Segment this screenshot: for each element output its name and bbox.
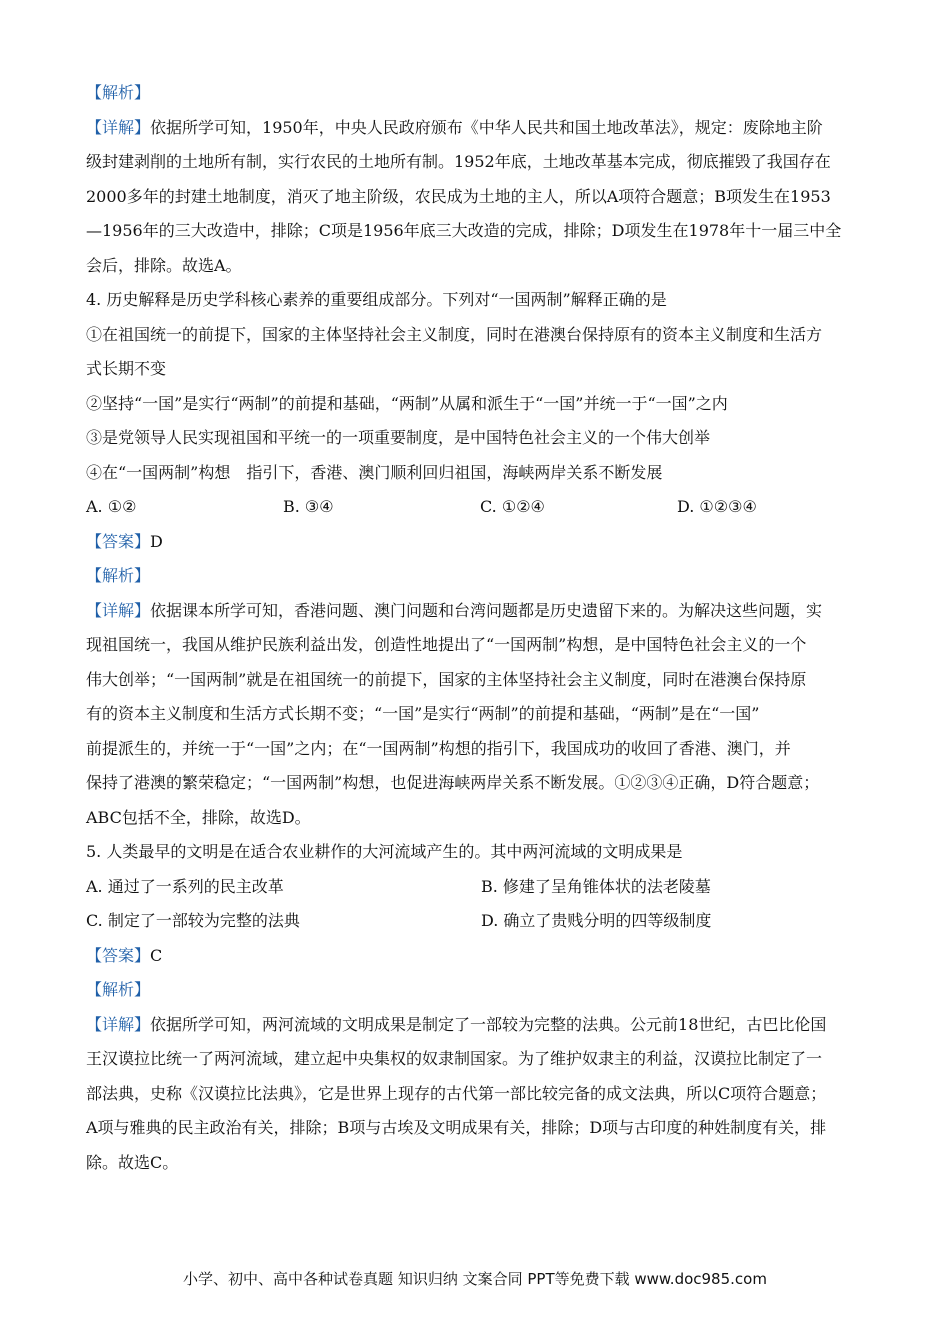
detail-paragraph-line: 伟大创举；“一国两制”就是在祖国统一的前提下，国家的主体坚持社会主义制度，同时在港澳台保持原 <box>86 669 807 689</box>
detail-paragraph-line: 会后，排除。故选A。 <box>86 255 242 275</box>
option-d: D. 确立了贵贱分明的四等级制度 <box>481 911 712 930</box>
detail-paragraph-line: 【详解】依据课本所学可知，香港问题、澳门问题和台湾问题都是历史遗留下来的。为解决这些问题，实 <box>86 600 823 620</box>
question-4-options <box>86 490 876 525</box>
answer-label: 【答案】 <box>86 945 151 965</box>
question-5-options-row-2 <box>86 904 876 939</box>
detail-paragraph-line: 【详解】依据所学可知，1950年，中央人民政府颁布《中华人民共和国土地改革法》，规定：废除地主阶 <box>86 117 823 137</box>
statement-line: 式长期不变 <box>86 359 167 378</box>
detail-paragraph-line: 级封建剥削的土地所有制，实行农民的土地所有制。1952年底，土地改革基本完成，彻底摧毁了我国存在 <box>86 152 831 171</box>
detail-paragraph-line: 部法典，史称《汉谟拉比法典》，它是世界上现存的古代第一部比较完备的成文法典，所以C项符合题意； <box>86 1083 827 1103</box>
question-5-stem: 5. 人类最早的文明是在适合农业耕作的大河流域产生的。其中两河流域的文明成果是 <box>86 842 683 861</box>
detail-paragraph-line: 王汉谟拉比统一了两河流域，建立起中央集权的奴隶制国家。为了维护奴隶主的利益，汉谟拉比制定了一 <box>86 1049 823 1068</box>
statement-line: ②坚持“一国”是实行“两制”的前提和基础，“两制”从属和派生于“一国”并统一于“一国”之内 <box>86 393 728 413</box>
statement-line: ④在“一国两制”构想 指引下，香港、澳门顺利回归祖国，海峡两岸关系不断发展 <box>86 462 663 482</box>
option-a: A. 通过了一系列的民主改革 <box>86 876 284 896</box>
statement-line: ①在祖国统一的前提下，国家的主体坚持社会主义制度，同时在港澳台保持原有的资本主义制度和生活方 <box>86 324 823 344</box>
analysis-heading: 【解析】 <box>86 566 151 585</box>
answer-value: C <box>150 945 163 965</box>
option-c: C. 制定了一部较为完整的法典 <box>86 911 300 930</box>
detail-paragraph-line: 【详解】依据所学可知，两河流域的文明成果是制定了一部较为完整的法典。公元前18世纪，古巴比伦国 <box>86 1014 827 1034</box>
detail-paragraph-line: 除。故选C。 <box>86 1152 179 1172</box>
statement-line: ③是党领导人民实现祖国和平统一的一项重要制度，是中国特色社会主义的一个伟大创举 <box>86 428 711 447</box>
option-b: B. ③④ <box>283 497 334 516</box>
detail-paragraph-line: 前提派生的，并统一于“一国”之内；在“一国两制”构想的指引下，我国成功的收回了香港、澳门，并 <box>86 738 791 758</box>
answer-label: 【答案】 <box>86 531 151 551</box>
detail-label: 【详解】 <box>86 600 151 620</box>
question-4-stem: 4. 历史解释是历史学科核心素养的重要组成部分。下列对“一国两制”解释正确的是 <box>86 290 667 309</box>
answer-line <box>86 525 876 560</box>
option-d: D. ①②③④ <box>677 497 757 516</box>
detail-paragraph-line: ABC包括不全，排除，故选D。 <box>86 807 311 827</box>
detail-label: 【详解】 <box>86 117 151 137</box>
answer-value: D <box>150 531 163 551</box>
detail-paragraph-line: 2000多年的封建土地制度，消灭了地主阶级，农民成为土地的主人，所以A项符合题意；B项发生在1953 <box>86 186 831 206</box>
detail-paragraph-line: 保持了港澳的繁荣稳定；“一国两制”构想，也促进海峡两岸关系不断发展。①②③④正确，D符合题意； <box>86 773 820 792</box>
detail-paragraph-line: 现祖国统一，我国从维护民族利益出发，创造性地提出了“一国两制”构想，是中国特色社会主义的一个 <box>86 635 807 654</box>
option-c: C. ①②④ <box>480 497 545 516</box>
detail-paragraph-line: 有的资本主义制度和生活方式长期不变；“一国”是实行“两制”的前提和基础，“两制”是在“一国” <box>86 704 760 723</box>
detail-paragraph-line: —1956年的三大改造中，排除；C项是1956年底三大改造的完成，排除；D项发生在1978年十一届三中全 <box>86 221 842 240</box>
question-5-options-row-1 <box>86 870 876 905</box>
page-footer: 小学、初中、高中各种试卷真题 知识归纳 文案合同 PPT等免费下载 www.doc985.com <box>183 1270 767 1288</box>
option-a: A. ①② <box>86 497 137 516</box>
analysis-heading: 【解析】 <box>86 83 151 102</box>
answer-line <box>86 939 876 974</box>
analysis-heading: 【解析】 <box>86 980 151 999</box>
detail-paragraph-line: A项与雅典的民主政治有关，排除；B项与古埃及文明成果有关，排除；D项与古印度的种姓制度有关，排 <box>86 1118 827 1137</box>
option-b: B. 修建了呈角锥体状的法老陵墓 <box>481 876 711 896</box>
document-body <box>86 76 876 1180</box>
detail-label: 【详解】 <box>86 1014 151 1034</box>
